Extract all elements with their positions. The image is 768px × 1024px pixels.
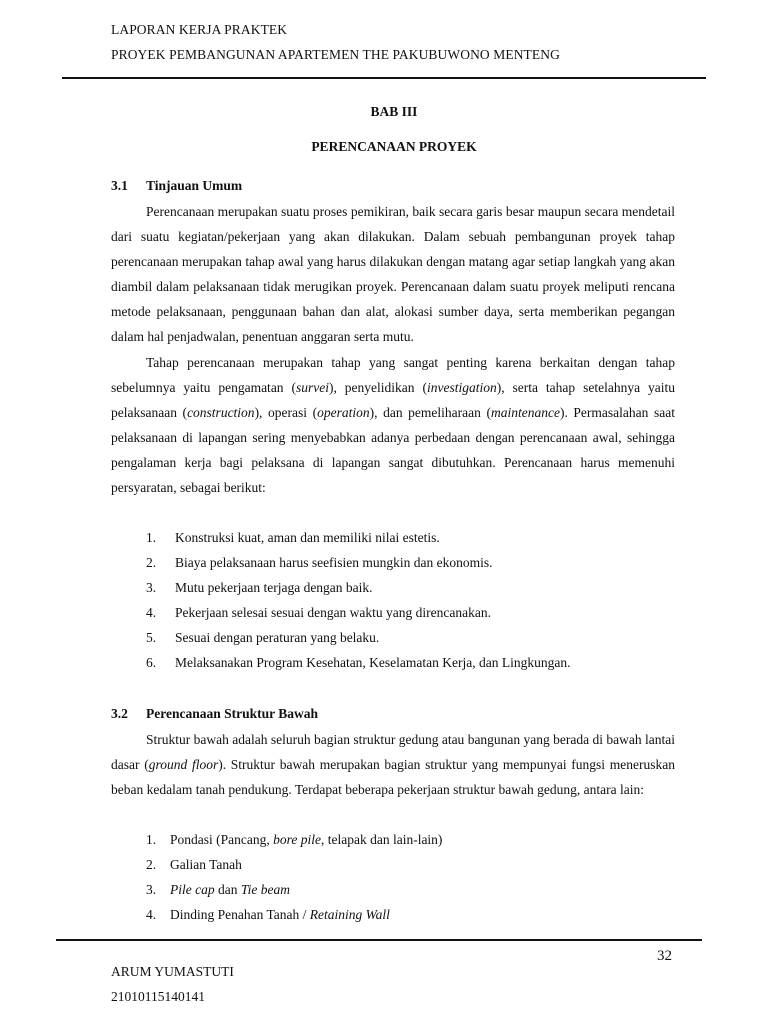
footer-rule — [56, 939, 702, 941]
section-3-2-body — [111, 727, 675, 802]
section-3-1-body — [111, 199, 675, 500]
requirements-list — [146, 525, 570, 676]
section-heading-3-2 — [111, 706, 318, 722]
section-title: Perencanaan Struktur Bawah — [146, 706, 319, 721]
section-number: 3.2 — [111, 706, 128, 721]
substructure-work-list — [146, 827, 442, 927]
header-rule — [62, 77, 706, 79]
header-project-title: PROYEK PEMBANGUNAN APARTEMEN THE PAKUBUWONO MENTENG — [111, 47, 560, 62]
list-item: 5. Sesuai dengan peraturan yang belaku. — [146, 630, 380, 646]
list-item: 4. Pekerjaan selesai sesuai dengan waktu yang direncanakan. — [146, 605, 491, 621]
footer-student-id: 21010115140141 — [111, 989, 205, 1004]
header-report-title: LAPORAN KERJA PRAKTEK — [111, 22, 288, 37]
list-item: 4. Dinding Penahan Tanah / Retaining Wall — [146, 907, 390, 923]
chapter-label: BAB III — [370, 104, 418, 119]
list-item: 1. Pondasi (Pancang, bore pile, telapak dan lain-lain) — [146, 832, 443, 847]
page-number: 32 — [657, 948, 672, 964]
section-heading-3-1 — [111, 178, 242, 194]
paragraph: Perencanaan merupakan suatu proses pemikiran, baik secara garis besar maupun secara mendetail dari suatu kegiatan/pekerjaan yang akan dilakukan. Dalam sebuah pembangunan proyek tahap perencanaan merupakan tahap awal yang harus dilakukan dengan matang agar setiap langkah yang akan diambil dalam pelaksanaan tidak merugikan proyek. Perencanaan dalam suatu proyek meliputi rencana metode pelaksanaan, penggunaan bahan dan alat, alokasi sumber daya, serta memberikan pegangan dalam hal penjadwalan, penentuan anggaran serta mutu. — [111, 204, 675, 345]
chapter-title: PERENCANAAN PROYEK — [311, 139, 477, 154]
list-item: 2. Biaya pelaksanaan harus seefisien mungkin dan ekonomis. — [146, 555, 493, 571]
paragraph: Struktur bawah adalah seluruh bagian struktur gedung atau bangunan yang berada di bawah lantai dasar (ground floor). Struktur bawah merupakan bagian struktur yang mempunyai fungsi meneruskan beban kedalam tanah pendukung. Terdapat beberapa pekerjaan struktur bawah gedung, antara lain: — [111, 732, 675, 798]
list-item: 2. Galian Tanah — [146, 857, 242, 873]
section-number: 3.1 — [111, 178, 128, 193]
list-item: 3. Mutu pekerjaan terjaga dengan baik. — [146, 580, 373, 596]
paragraph: Tahap perencanaan merupakan tahap yang sangat penting karena berkaitan dengan tahap sebelumnya yaitu pengamatan (survei), penyelidikan (investigation), serta tahap setelahnya yaitu pelaksanaan (construction), operasi (operation), dan pemeliharaan (maintenance). Permasalahan saat pelaksanaan di lapangan sering menyebabkan adanya perbedaan dengan perencanaan awal, sehingga pengalaman kerja bagi pelaksana di lapangan sangat dibutuhkan. Perencanaan harus memenuhi persyaratan, sebagai berikut: — [111, 354, 675, 496]
footer-author-name: ARUM YUMASTUTI — [111, 964, 234, 979]
list-item: 6. Melaksanakan Program Kesehatan, Keselamatan Kerja, dan Lingkungan. — [146, 655, 571, 671]
section-title: Tinjauan Umum — [146, 178, 243, 193]
list-item: 3. Pile cap dan Tie beam — [146, 882, 290, 898]
list-item: 1. Konstruksi kuat, aman dan memiliki nilai estetis. — [146, 530, 440, 545]
